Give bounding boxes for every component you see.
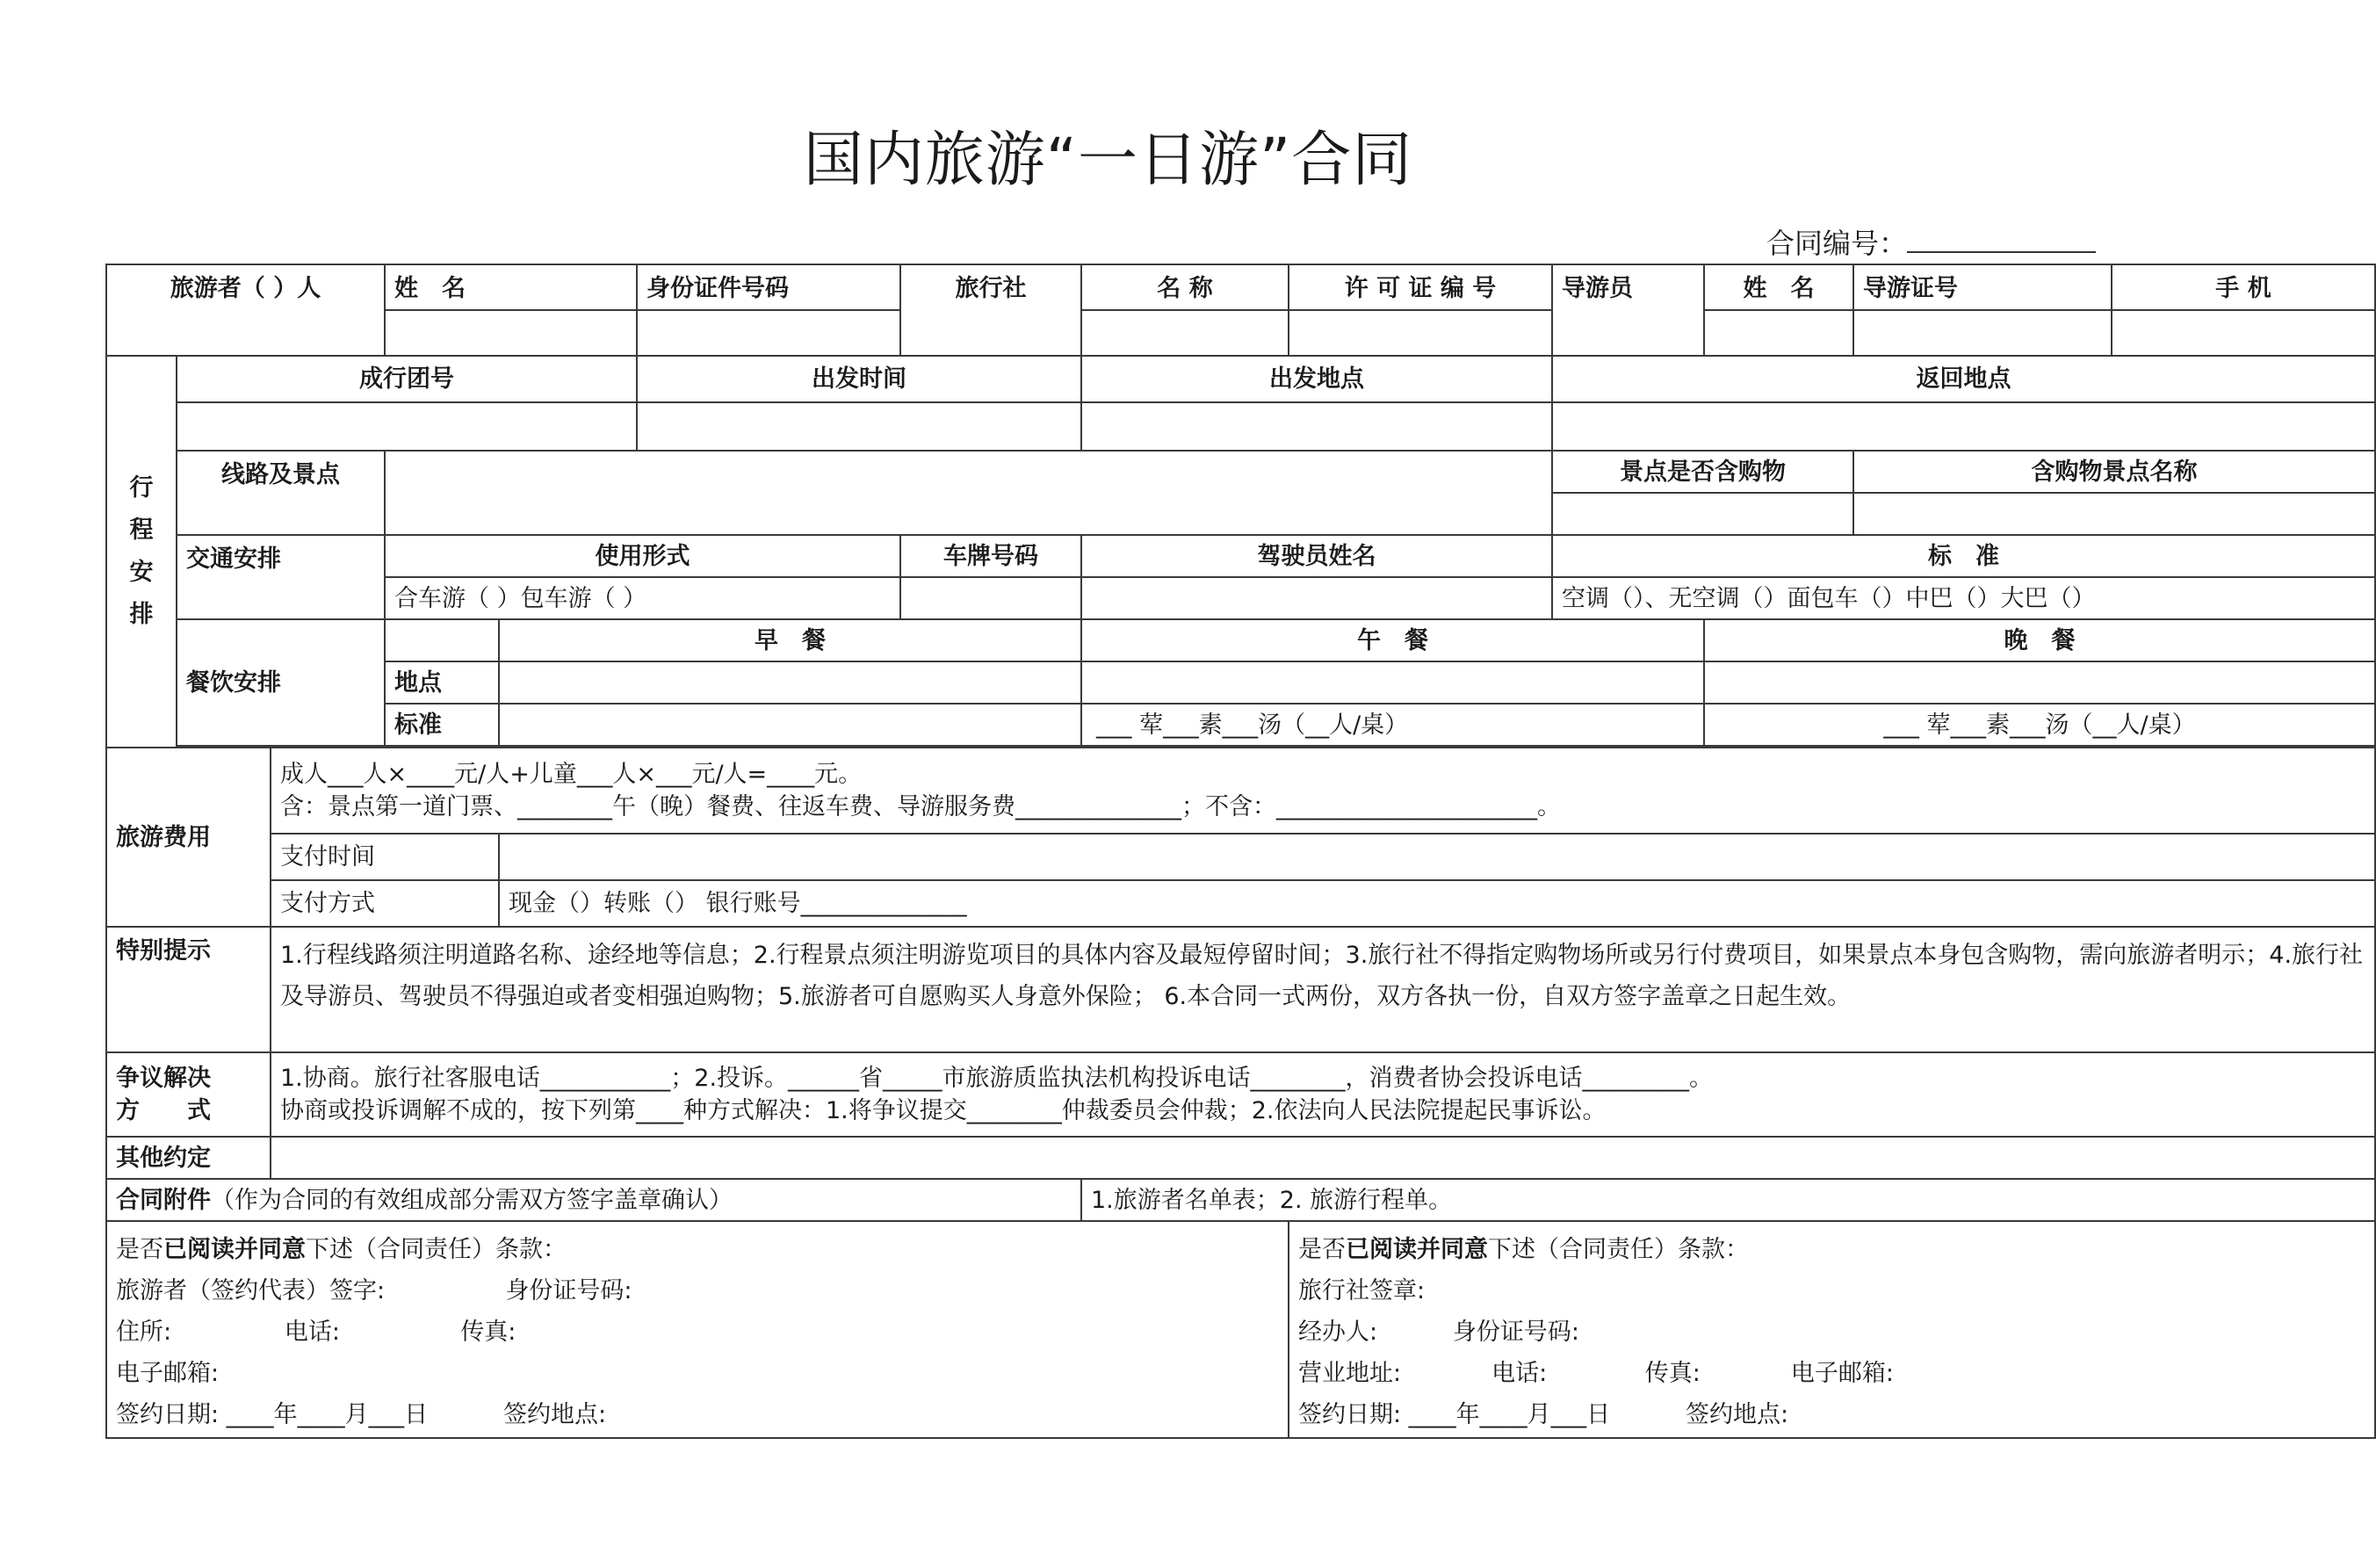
dinner-standard-field[interactable]: ___ 荤___素___汤（__人/桌） bbox=[1704, 704, 2375, 746]
fees-label: 旅游费用 bbox=[106, 748, 271, 927]
guide-name-header: 姓 名 bbox=[1704, 264, 1853, 310]
pay-method-label: 支付方式 bbox=[271, 880, 499, 927]
fees-detail[interactable]: 成人___人×____元/人+儿童___人×___元/人=____元。 含：景点第一道门票、________午（晚）餐费、往返车费、导游服务费______________；不含：______________________。 bbox=[271, 748, 2375, 834]
page-title: 国内旅游“一日游”合同 bbox=[803, 126, 1413, 195]
pay-time-label: 支付时间 bbox=[271, 834, 499, 880]
tourist-count-header: 旅游者（ ）人 bbox=[106, 264, 385, 356]
driver-header: 驾驶员姓名 bbox=[1081, 535, 1552, 577]
other-label: 其他约定 bbox=[106, 1137, 271, 1179]
contract-form-table bbox=[105, 264, 2376, 1439]
shop-names-header: 含购物景点名称 bbox=[1853, 451, 2375, 493]
pay-method-field[interactable]: 现金（）转账（） 银行账号______________ bbox=[499, 880, 2375, 927]
special-notice-label: 特别提示 bbox=[106, 927, 271, 1052]
breakfast-header: 早 餐 bbox=[499, 619, 1081, 661]
dinner-place-field[interactable] bbox=[1704, 661, 2375, 704]
agency-name-header: 名 称 bbox=[1081, 264, 1289, 310]
agency-license-header: 许 可 证 编 号 bbox=[1289, 264, 1552, 310]
guide-phone-field[interactable] bbox=[2112, 310, 2375, 356]
other-field[interactable] bbox=[271, 1137, 2375, 1179]
attachment-label: 合同附件（作为合同的有效组成部分需双方签字盖章确认） bbox=[106, 1179, 1081, 1221]
return-place-header: 返回地点 bbox=[1552, 356, 2375, 402]
dinner-header: 晚 餐 bbox=[1704, 619, 2375, 661]
meal-standard-label: 标准 bbox=[385, 704, 499, 746]
itinerary-label: 行 程 安 排 bbox=[106, 356, 177, 748]
shop-names-field[interactable] bbox=[1853, 493, 2375, 535]
guide-cert-field[interactable] bbox=[1853, 310, 2112, 356]
breakfast-standard-field[interactable] bbox=[499, 704, 1081, 746]
meals-corner-cell bbox=[385, 619, 499, 661]
pay-time-field[interactable] bbox=[499, 834, 2375, 880]
agency-header: 旅行社 bbox=[900, 264, 1081, 356]
use-form-header: 使用形式 bbox=[385, 535, 900, 577]
contract-number-label: 合同编号： bbox=[1766, 227, 1907, 260]
tourist-name-header: 姓 名 bbox=[385, 264, 637, 310]
standard-field[interactable]: 空调（）、无空调（）面包车（）中巴（）大巴（） bbox=[1552, 577, 2375, 619]
standard-header: 标 准 bbox=[1552, 535, 2375, 577]
guide-name-field[interactable] bbox=[1704, 310, 1853, 356]
depart-time-header: 出发时间 bbox=[637, 356, 1081, 402]
group-no-header: 成行团号 bbox=[177, 356, 637, 402]
dispute-label: 争议解决 方 式 bbox=[106, 1052, 271, 1137]
contract-number-field[interactable] bbox=[1907, 228, 2096, 253]
transport-header: 交通安排 bbox=[177, 535, 385, 619]
guide-phone-header: 手 机 bbox=[2112, 264, 2375, 310]
shopping-field[interactable] bbox=[1552, 493, 1853, 535]
agency-license-field[interactable] bbox=[1289, 310, 1552, 356]
meals-header: 餐饮安排 bbox=[177, 619, 385, 746]
depart-place-field[interactable] bbox=[1081, 402, 1552, 451]
plate-header: 车牌号码 bbox=[900, 535, 1081, 577]
plate-field[interactable] bbox=[900, 577, 1081, 619]
guide-header: 导游员 bbox=[1552, 264, 1704, 356]
tourist-id-field[interactable] bbox=[637, 310, 900, 356]
use-form-field[interactable]: 合车游（ ）包车游（ ） bbox=[385, 577, 900, 619]
meal-place-label: 地点 bbox=[385, 661, 499, 704]
depart-place-header: 出发地点 bbox=[1081, 356, 1552, 402]
group-no-field[interactable] bbox=[177, 402, 637, 451]
special-notice-text: 1.行程线路须注明道路名称、途经地等信息；2.行程景点须注明游览项目的具体内容及最短停留时间；3.旅行社不得指定购物场所或另行付费项目，如果景点本身包含购物，需向旅游者明示；4.旅行社及导游员、驾驶员不得强迫或者变相强迫购物；5.旅游者可自愿购买人身意外保险； 6.本合同一式两份，双方各执一份，自双方签字盖章之日起生效。 bbox=[271, 927, 2375, 1052]
agency-name-field[interactable] bbox=[1081, 310, 1289, 356]
lunch-place-field[interactable] bbox=[1081, 661, 1704, 704]
route-field[interactable] bbox=[385, 451, 1552, 535]
shopping-header: 景点是否含购物 bbox=[1552, 451, 1853, 493]
depart-time-field[interactable] bbox=[637, 402, 1081, 451]
guide-cert-header: 导游证号 bbox=[1853, 264, 2112, 310]
attachment-value: 1.旅游者名单表；2. 旅游行程单。 bbox=[1081, 1179, 2375, 1221]
dispute-text[interactable]: 1.协商。旅行社客服电话___________；2.投诉。______省_____市旅游质监执法机构投诉电话________，消费者协会投诉电话_________。 协商或投诉调解不成的，按下列第____种方式解决：1.将争议提交________仲裁委员会仲裁；2.依法向人民法院提起民事诉讼。 bbox=[271, 1052, 2375, 1137]
route-header: 线路及景点 bbox=[177, 451, 385, 535]
return-place-field[interactable] bbox=[1552, 402, 2375, 451]
breakfast-place-field[interactable] bbox=[499, 661, 1081, 704]
lunch-standard-field[interactable]: ___ 荤___素___汤（__人/桌） bbox=[1081, 704, 1704, 746]
agency-signature-block[interactable]: 是否已阅读并同意下述（合同责任）条款： 旅行社签章: 经办人: 身份证号码: 营业地址: 电话: 传真: 电子邮箱: 签约日期: ____年____月___日 签约地点: bbox=[1289, 1221, 2375, 1438]
contract-number bbox=[1766, 221, 2096, 262]
driver-field[interactable] bbox=[1081, 577, 1552, 619]
tourist-id-header: 身份证件号码 bbox=[637, 264, 900, 310]
lunch-header: 午 餐 bbox=[1081, 619, 1704, 661]
tourist-name-field[interactable] bbox=[385, 310, 637, 356]
tourist-signature-block[interactable]: 是否已阅读并同意下述（合同责任）条款： 旅游者（签约代表）签字: 身份证号码: 住所: 电话: 传真: 电子邮箱: 签约日期: ____年____月___日 签约地点: bbox=[106, 1221, 1289, 1438]
